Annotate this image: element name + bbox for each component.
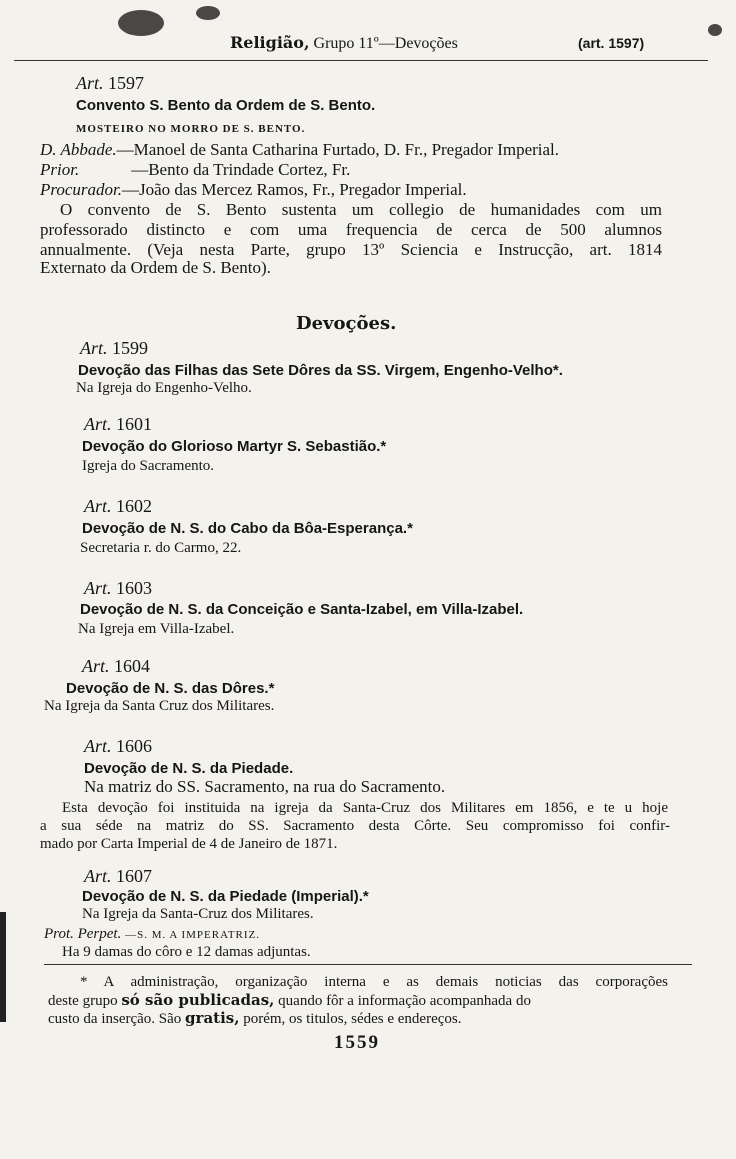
art-subtitle: MOSTEIRO NO MORRO DE S. BENTO. (76, 123, 306, 135)
entry-place: Na Igreja da Santa-Cruz dos Militares. (82, 906, 314, 922)
note-line: a sua séde na matriz do SS. Sacramento desta Côrte. Seu compromisso foi confir- (40, 818, 670, 834)
running-header (230, 33, 458, 53)
header-rule (14, 60, 708, 61)
footnote-line: * A administração, organização interna e as demais noticias das corporações (80, 974, 668, 990)
protector-line: Prot. Perpet. —S. M. A IMPERATRIZ. (44, 926, 261, 942)
art-label: Art. 1604 (82, 656, 151, 676)
entry-title: Devoção do Glorioso Martyr S. Sebastião.* (82, 438, 387, 455)
art-label: Art. 1607 (84, 866, 153, 886)
ink-blot (118, 10, 164, 36)
members-line: Ha 9 damas do côro e 12 damas adjuntas. (62, 944, 311, 960)
header-section: Religião, (230, 33, 310, 52)
paragraph-line: professorado distincto e com uma frequencia de cerca de 500 alumnos (40, 220, 662, 239)
entry-place: Na matriz do SS. Sacramento, na rua do Sacramento. (84, 777, 446, 796)
art-label: Art. 1597 (76, 73, 145, 93)
entry-title: Devoção de N. S. das Dôres.* (66, 680, 275, 697)
entry-place: Na Igreja do Engenho-Velho. (76, 380, 252, 396)
paragraph-line: O convento de S. Bento sustenta um collegio de humanidades com um (60, 200, 662, 219)
footnote-line: custo da inserção. São gratis, porém, os titulos, sédes e endereços. (48, 1009, 462, 1027)
entry-title: Devoção de N. S. da Piedade. (84, 760, 294, 777)
entry-place: Na Igreja da Santa Cruz dos Militares. (44, 698, 275, 714)
role-line: D. Abbade.—Manoel de Santa Catharina Furtado, D. Fr., Pregador Imperial. (40, 140, 560, 159)
header-art-ref: (art. 1597) (578, 35, 645, 51)
art-label: Art. 1606 (84, 736, 153, 756)
ink-blot (708, 24, 722, 36)
entry-title: Devoção de N. S. do Cabo da Bôa-Esperança.* (82, 520, 413, 537)
entry-title: Devoção de N. S. da Conceição e Santa-Izabel, em Villa-Izabel. (80, 601, 524, 618)
art-label: Art. 1601 (84, 414, 153, 434)
note-line: Esta devoção foi instituida na igreja da Santa-Cruz dos Militares em 1856, e te u hoje (62, 800, 668, 816)
footnote-line: deste grupo só são publicadas, quando fôr a informação acompanhada do (48, 991, 531, 1009)
ink-blot (196, 6, 220, 20)
art-label: Art. 1599 (80, 338, 149, 358)
role-line: Procurador.—João das Mercez Ramos, Fr., Pregador Imperial. (40, 180, 467, 199)
entry-place: Igreja do Sacramento. (82, 458, 215, 474)
page-number: 1559 (334, 1032, 380, 1053)
entry-title: Devoção das Filhas das Sete Dôres da SS. Virgem, Engenho-Velho*. (78, 362, 563, 379)
paragraph-line: Externato da Ordem de S. Bento). (40, 258, 271, 277)
role-line: Prior. —Bento da Trindade Cortez, Fr. (40, 160, 351, 179)
header-group: Grupo 11º—Devoções (313, 35, 458, 52)
entry-title: Devoção de N. S. da Piedade (Imperial).* (82, 888, 369, 905)
footnote-rule (44, 964, 692, 965)
art-label: Art. 1603 (84, 578, 153, 598)
paragraph-line: annualmente. (Veja nesta Parte, grupo 13º Sciencia e Instrucção, art. 1814 (40, 240, 662, 259)
note-line: mado por Carta Imperial de 4 de Janeiro de 1871. (40, 836, 338, 852)
entry-place: Na Igreja em Villa-Izabel. (78, 621, 235, 637)
section-title: Devoções. (296, 313, 397, 334)
entry-place: Secretaria r. do Carmo, 22. (80, 540, 242, 556)
art-label: Art. 1602 (84, 496, 153, 516)
margin-shadow (0, 912, 6, 1022)
art-title: Convento S. Bento da Ordem de S. Bento. (76, 97, 376, 114)
